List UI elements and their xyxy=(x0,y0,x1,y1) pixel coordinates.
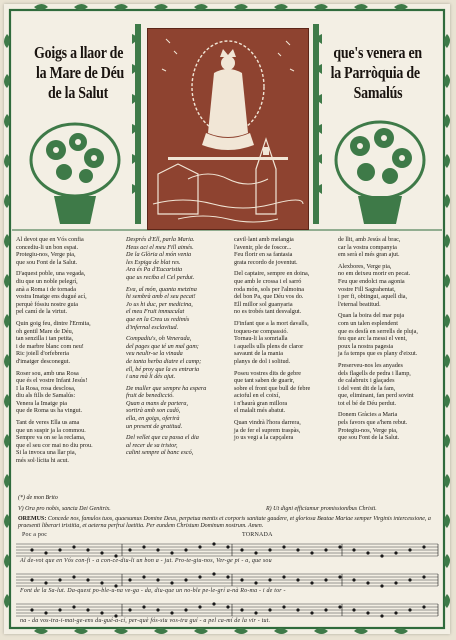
stanza: D'infant que a la mort davalls, toqueu-ne compassió. Tornau-li la somrialla i aquells ulls plens de claror savaunt de la mania planys de dol i solitud. xyxy=(234,319,309,365)
left-flower-vase-illustration xyxy=(20,120,130,232)
tempo-marking: Poc a poc xyxy=(22,532,48,538)
stanza: Compadiu's, oh Venerada, del pages que té un mal gam; veu neulir-se la vinada de tanta herba diatre el camp; ell, bé proy que la es entraria i una mà li dés ajut. xyxy=(126,335,202,381)
lyric-line-1: Al de-vot que en Vós con-fi - a con-ce-diu-li un bon a - jut. Pro-te-giu-nos, Ver-ge pi - a, que sou xyxy=(20,558,272,564)
stanza: Donem Gràcies a Maria pels favors que a'hem rebut. Protegiu-nos, Verge pia, que sou Font de la Salut. xyxy=(338,411,408,442)
verse-column-2 xyxy=(126,236,230,461)
lyric-line-2: Font de la Sa-lut. Da-quest po-ble-u-na ve-ga - da, diu-que un no-ble pe-le-grí a-nà Ro-ma - i de tor - xyxy=(20,588,286,594)
title-left-line-3: de la Salut xyxy=(48,83,109,102)
stanza: Tant de veres Ella us ama que un suspir ja la commou. Sempre va on se la reclama, que el seu cor mai no diu prou. Si la invoca una llar pia, més sol·lícita hi acut. xyxy=(16,419,93,465)
stanza: Poseu vostres dits de gebre que tant saben de guarir, sobre el front que bull de febre acioful en el coixí, i n'haurà gran millora el malalt més abatut. xyxy=(234,369,311,415)
right-flower-vase-illustration xyxy=(324,116,436,232)
verse-column-3 xyxy=(234,236,338,446)
title-left-line-2: la Mare de Déu xyxy=(36,63,125,82)
oremus-label: OREMUS: xyxy=(18,516,47,522)
stanza: Eva, al món, quanta metzina hi sembrà amb el seu pecat! Jo us hi duc, per medicina, el meu Fruit immaculat que en la Creu us redimís d'infernal esclavitud. xyxy=(126,285,197,331)
lyric-line-3: na - da vos-tra-i-mat-ge-ens du-gué-a-cí, per-què fós-siu vos-tra guí - a pel ca-mí de la vir - tut. xyxy=(20,618,271,624)
title-right-line-2: la Parròquia de xyxy=(330,63,420,82)
stanza: Roser sou, amb una Rosa que és el vostre Infant Jesús! I la Rosa, rosa desclosa, diu als fills de Samalús: Venera la Imatge pia que de Roma us ha vingut. xyxy=(16,369,88,415)
goigs-sheet xyxy=(4,4,450,634)
verse-column-4 xyxy=(338,236,442,446)
stanza: De muller que sempre ha espera fruit de benedicció. Quan a mans de partera, sortirà amb son cadó, ella, en goigs, oferirà un present de gratitud. xyxy=(126,384,207,430)
stanza: Del vellet que ca passa el dia al recer de sa tristor, calint sempre al banc escó, xyxy=(126,434,199,457)
stanza: Quan la boira del mar puja com un talen esplendent que es desfà en serrells de pluja, feu que arc la messi el vent, poux la nostra pagesia ja fa temps que es plany d'eixut. xyxy=(338,312,418,358)
oremus-prayer xyxy=(18,516,438,530)
virgin-woodcut-image xyxy=(147,28,309,230)
verse-column-1 xyxy=(16,236,120,469)
stanza: Després d'Ell, parla Maria. Heus aci el meu Fill aimés. De la Glòria al món venia les Espiga de blat res. Ara és Pa d'Eucaristia que us reciba el Cel perdut. xyxy=(126,236,195,281)
stanza: Alexbores, Verge pia, no em deixeu morir en pecat. Feu que endolci ma agonia vostre Fill Sagrahentat, i per fi, obtingui, aquell dia, l'eternal beatitud. xyxy=(338,262,411,308)
stanza: de llit, amb Jesús al brac, car la vostra companyia em serà el més gran ajut. xyxy=(338,236,401,259)
stanza: Del captaire, sempre en doina, que amb le crossa i el sarró roda món, sols per l'almoina del bon Pa, que Déu vos do. Ell millor sol guanyaria no es trobés tant desvalgut. xyxy=(234,270,310,316)
title-right-line-1: que's venera en xyxy=(333,43,422,62)
author-credit: (*) de mon Brito xyxy=(18,495,58,501)
sheet-music xyxy=(12,532,442,630)
versicle: V) Ora pro nobis, sancta Dei Genitrix. xyxy=(18,506,111,512)
response: R) Ut digni efficiamur promissionibus Christi. xyxy=(266,506,377,512)
stanza: Al devot que en Vós confia concediu-li un bon espai. Protegiu-nos, Verge pia, que sou Font de la Salut. xyxy=(16,236,84,266)
stanza: D'aquest poble, una vegada, diu que un noble pelegrí, anà a Roma i de tornada vostra Imatge ens dugué ací, perquè fóssiu nostre guia pel camí de la virtut. xyxy=(16,270,87,316)
oremus-text: Concede nos, famulos tuos, quaesumus Domine Deus, perpetua mentis et corporis sanitate gaudere, et gloriosa Beatae Mariae semper Virginis intercessione, a praesenti liberari tristitia, et aeterna perfrui laetitia. Per eundem Christum Dominum nostrum. Amen. xyxy=(18,516,431,530)
stanza: cavil·lant amb melangia l'avenir, ple de foscor... Feu florir en sa fantasia grata recordo de joventut. xyxy=(234,236,298,266)
title-left-line-1: Goigs a llaor de xyxy=(34,43,124,62)
stanza: Preserveu-nos les anyades dels flagells de pedra i llamp, de calabruix i glaçades i del vent dit de la fam, que, eliminant, fan perd sovint tot el bé de Déu perdut. xyxy=(338,361,414,407)
tornada-marking: TORNADA xyxy=(242,532,273,538)
stanza: Quin goig feu, dintre l'Ermita, oh gentil Mare de Déu, tan senzilla i tan petita, i de marbre blanc com neu! Ric joiell d'orfebreria d'imatger desconegut. xyxy=(16,319,91,365)
stanza: Quan vindrà l'hora darrera, ja de fer el suprem traspàs, jo us vegi a la capçalera xyxy=(234,419,301,442)
title-right-line-3: Samalús xyxy=(353,83,402,102)
